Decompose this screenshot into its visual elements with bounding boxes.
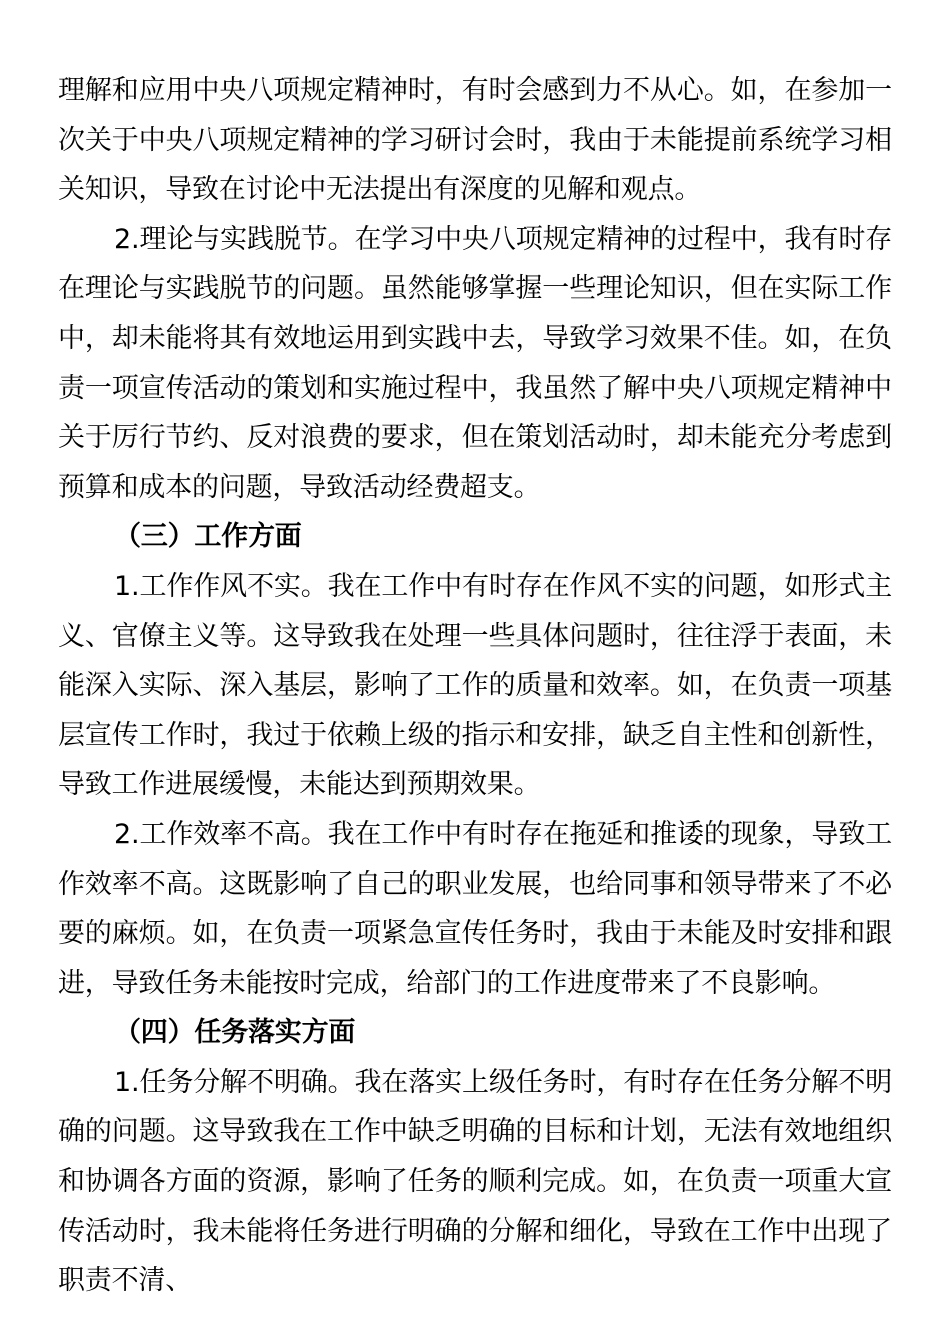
- document-page: [58, 66, 892, 1306]
- paragraph-work-efficiency: 2.工作效率不高。我在工作中有时存在拖延和推诿的现象，导致工作效率不高。这既影响了自己的职业发展，也给同事和领导带来了不必要的麻烦。如，在负责一项紧急宣传任务时，我由于未能及时安排和跟进，导致任务未能按时完成，给部门的工作进度带来了不良影响。: [58, 818, 892, 999]
- paragraph-theory-practice: 2.理论与实践脱节。在学习中央八项规定精神的过程中，我有时存在理论与实践脱节的问题。虽然能够掌握一些理论知识，但在实际工作中，却未能将其有效地运用到实践中去，导致学习效果不佳。如，在负责一项宣传活动的策划和实施过程中，我虽然了解中央八项规定精神中关于厉行节约、反对浪费的要求，但在策划活动时，却未能充分考虑到预算和成本的问题，导致活动经费超支。: [58, 223, 892, 503]
- paragraph-work-style: 1.工作作风不实。我在工作中有时存在作风不实的问题，如形式主义、官僚主义等。这导致我在处理一些具体问题时，往往浮于表面，未能深入实际、深入基层，影响了工作的质量和效率。如，在负责一项基层宣传工作时，我过于依赖上级的指示和安排，缺乏自主性和创新性，导致工作进展缓慢，未能达到预期效果。: [58, 570, 892, 801]
- section-heading-task: （四）任务落实方面: [114, 1017, 356, 1049]
- section-heading-work: （三）工作方面: [114, 521, 302, 553]
- paragraph-task-decomposition: 1.任务分解不明确。我在落实上级任务时，有时存在任务分解不明确的问题。这导致我在工作中缺乏明确的目标和计划，无法有效地组织和协调各方面的资源，影响了任务的顺利完成。如，在负责一项重大宣传活动时，我未能将任务进行明确的分解和细化，导致在工作中出现了职责不清、: [58, 1066, 892, 1297]
- paragraph-continuation: 理解和应用中央八项规定精神时，有时会感到力不从心。如，在参加一次关于中央八项规定精神的学习研讨会时，我由于未能提前系统学习相关知识，导致在讨论中无法提出有深度的见解和观点。: [58, 75, 892, 206]
